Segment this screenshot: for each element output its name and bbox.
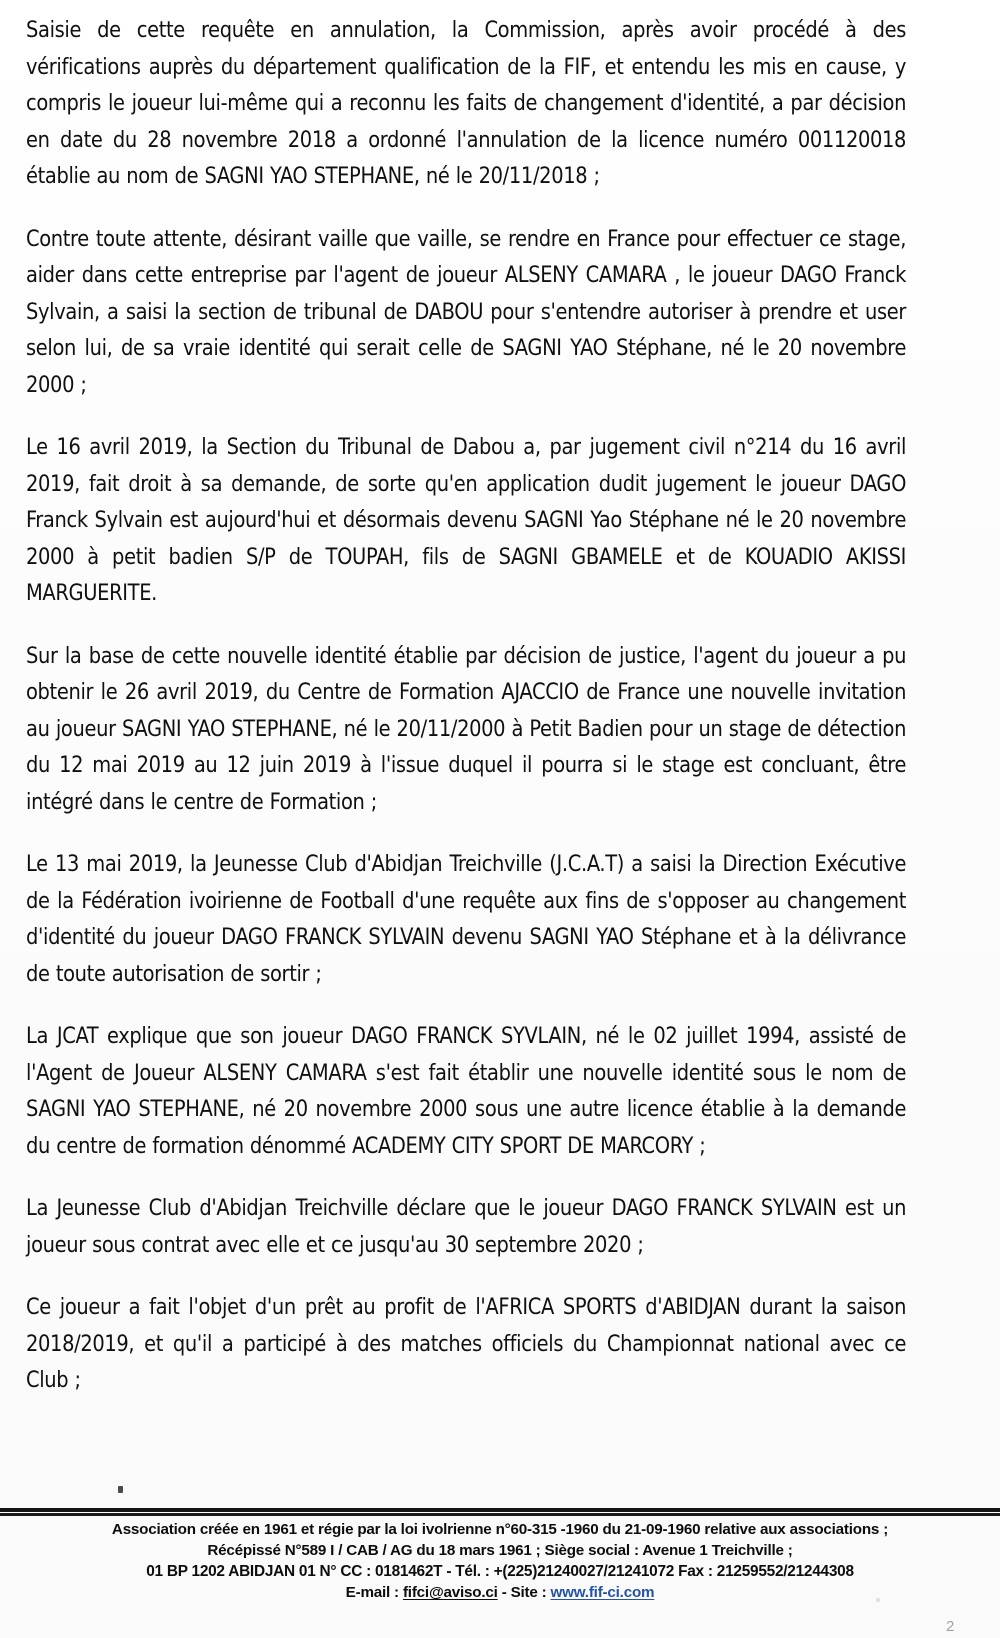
paragraph-8: Ce joueur a fait l'objet d'un prêt au profit de l'AFRICA SPORTS d'ABIDJAN durant la saison 2018/2019, et qu'il a participé à des matches officiels du Championnat national avec ce Club ; xyxy=(26,1294,907,1393)
footer-email-label: E-mail : xyxy=(345,1584,403,1601)
paragraph-6: La JCAT explique que son joueur DAGO FRANCK SYVLAIN, né le 02 juillet 1994, assisté de l'Agent de Joueur ALSENY CAMARA s'est fait établir une nouvelle identité sous le nom de SAGNI YAO STEPHANE, né 20 novembre 2000 sous une autre licence établie à la demande du centre de formation dénommé ACADEMY CITY SPORT DE MARCORY ; xyxy=(26,1023,907,1159)
footer-line-contact xyxy=(0,1582,1000,1603)
paragraph-4: Sur la base de cette nouvelle identité établie par décision de justice, l'agent du joueur a pu obtenir le 26 avril 2019, du Centre de Formation AJACCIO de France une nouvelle invitation au joueur SAGNI YAO STEPHANE, né le 20/11/2000 à Petit Badien pour un stage de détection du 12 mai 2019 au 12 juin 2019 à l'issue duquel il pourra si le stage est concluant, être intégré dans le centre de Formation ; xyxy=(26,642,907,815)
footer-line-association: Association créée en 1961 et régie par la loi ivolrienne n°60-315 -1960 du 21-09-1960 relative aux associations ; xyxy=(111,1521,889,1538)
scan-artifact-speck xyxy=(118,1486,123,1493)
paragraph-2: Contre toute attente, désirant vaille que vaille, se rendre en France pour effectuer ce stage, aider dans cette entreprise par l'agent de joueur ALSENY CAMARA , le joueur DAGO Franck Sylvain, a saisi la section de tribunal de DABOU pour s'entendre autoriser à prendre et user selon lui, de sa vraie identité qui serait celle de SAGNI YAO Stéphane, né le 20 novembre 2000 ; xyxy=(26,225,907,398)
footer-divider xyxy=(0,1508,1000,1517)
document-body xyxy=(26,12,938,1399)
footer-divider-bar-bottom xyxy=(0,1513,1000,1516)
paragraph-7: La Jeunesse Club d'Abidjan Treichville déclare que le joueur DAGO FRANCK SYLVAIN est un joueur sous contrat avec elle et ce jusqu'au 30 septembre 2020 ; xyxy=(26,1195,907,1258)
page-number: 2 xyxy=(946,1618,955,1635)
paragraph-3: Le 16 avril 2019, la Section du Tribunal de Dabou a, par jugement civil n°214 du 16 avril 2019, fait droit à sa demande, de sorte qu'en application dudit jugement le joueur DAGO Franck Sylvain est aujourd'hui et désormais devenu SAGNI Yao Stéphane né le 20 novembre 2000 à petit badien S/P de TOUPAH, fils de SAGNI GBAMELE et de KOUADIO AKISSI MARGUERITE. xyxy=(26,434,907,606)
footer-contact-separator: - Site : xyxy=(497,1584,551,1601)
footer-line-address-phone: 01 BP 1202 ABIDJAN 01 N° CC : 0181462T - Tél. : +(225)21240027/21241072 Fax : 21259552/21244308 xyxy=(146,1563,854,1580)
footer-block xyxy=(0,1519,1000,1603)
footer-line-recepisse: Récépissé N°589 I / CAB / AG du 18 mars 1961 ; Siège social : Avenue 1 Treichville ; xyxy=(207,1542,793,1559)
footer-email-link[interactable]: fifci@aviso.ci xyxy=(402,1584,498,1601)
scan-artifact-speck xyxy=(876,1598,880,1602)
paragraph-1: Saisie de cette requête en annulation, la Commission, après avoir procédé à des vérifications auprès du département qualification de la FIF, et entendu les mis en cause, y compris le joueur lui-même qui a reconnu les faits de changement d'identité, a par décision en date du 28 novembre 2018 a ordonné l'annulation de la licence numéro 001120018 établie au nom de SAGNI YAO STEPHANE, né le 20/11/2018 ; xyxy=(26,17,907,189)
footer-website-link[interactable]: www.fif-ci.com xyxy=(550,1584,655,1601)
paragraph-5: Le 13 mai 2019, la Jeunesse Club d'Abidjan Treichville (J.C.A.T) a saisi la Direction Exécutive de la Fédération ivoirienne de Football d'une requête aux fins de s'opposer au changement d'identité du joueur DAGO FRANCK SYLVAIN devenu SAGNI YAO Stéphane et à la délivrance de toute autorisation de sortir ; xyxy=(26,851,907,987)
